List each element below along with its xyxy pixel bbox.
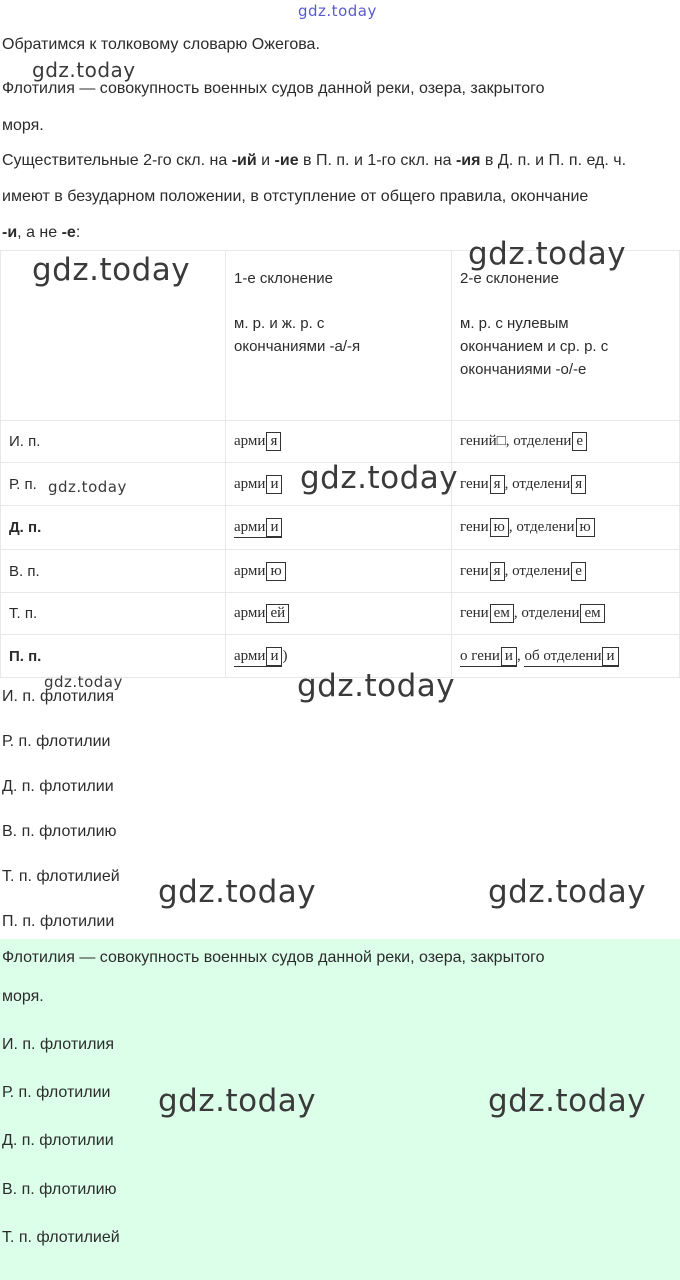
rule-line-2: имеют в безударном положении, в отступление от общего правила, окончание — [2, 188, 589, 205]
case-label: Т. п. — [1, 593, 226, 635]
header-title: 1-е склонение — [234, 270, 333, 287]
second-declension-forms: гени я , отделени я — [452, 463, 680, 506]
list-item: В. п. флотилию — [2, 823, 117, 840]
watermark: gdz.today — [32, 252, 191, 288]
ending-box: ем — [580, 604, 604, 623]
header-description: м. р. и ж. р. с окончаниями -а/-я — [234, 315, 361, 355]
table-row — [1, 421, 680, 463]
ending-box: я — [571, 475, 586, 494]
ending-box: я — [266, 432, 281, 451]
table-row — [1, 550, 680, 593]
answer-list-item: Р. п. флотилии — [2, 1084, 111, 1101]
ending-box: ю — [266, 562, 285, 581]
watermark: gdz.today — [468, 236, 627, 272]
ending-box: ем — [490, 604, 514, 623]
intro-line: Обратимся к толковому словарю Ожегова. — [2, 36, 320, 53]
case-label: Р. п. — [1, 463, 226, 506]
list-item: И. п. флотилия — [2, 688, 115, 705]
list-item: Т. п. флотилией — [2, 868, 120, 885]
ending-box: е — [572, 432, 587, 451]
watermark: gdz.today — [297, 668, 456, 704]
watermark: gdz.today — [488, 874, 647, 910]
ending-box: я — [490, 475, 505, 494]
ending-box: и — [266, 475, 282, 494]
watermark: gdz.today — [488, 1083, 647, 1119]
first-declension-form: арми я — [226, 421, 452, 463]
list-item: П. п. флотилии — [2, 913, 115, 930]
rule-line-1: Существительные 2-го скл. на -ий и -ие в П. п. и 1-го скл. на -ия в Д. п. и П. п. ед. ч. — [2, 152, 627, 169]
second-declension-forms: гени ю , отделени ю — [452, 506, 680, 550]
header-first-declension — [226, 251, 452, 421]
ending-box: ей — [266, 604, 289, 623]
header-description: м. р. с нулевым окончанием и ср. р. с окончаниями -о/-е — [460, 315, 609, 378]
answer-definition-line-1: Флотилия — совокупность военных судов данной реки, озера, закрытого — [2, 949, 545, 966]
ending-box: и — [266, 518, 282, 537]
ending-box: ю — [490, 518, 509, 537]
watermark: gdz.today — [44, 673, 123, 691]
second-declension-forms: гени ем , отделени ем — [452, 593, 680, 635]
watermark: gdz.today — [32, 58, 136, 82]
second-declension-forms: о гени и , об отделени и — [452, 635, 680, 678]
ending-box: и — [266, 647, 282, 666]
ending-box: ю — [576, 518, 595, 537]
first-declension-form: арми ей — [226, 593, 452, 635]
table-row — [1, 506, 680, 550]
case-label: И. п. — [1, 421, 226, 463]
answer-list-item: Д. п. флотилии — [2, 1132, 114, 1149]
case-label: П. п. — [1, 635, 226, 678]
answer-list-item: И. п. флотилия — [2, 1036, 115, 1053]
first-declension-form: арми и ) — [226, 635, 452, 678]
ending-box: е — [571, 562, 586, 581]
ending-box: я — [490, 562, 505, 581]
answer-definition-line-2: моря. — [2, 988, 44, 1005]
ending-box: и — [501, 647, 517, 666]
watermark: gdz.today — [158, 874, 317, 910]
second-declension-forms: гений□, отделени е — [452, 421, 680, 463]
watermark: gdz.today — [158, 1083, 317, 1119]
watermark-top: gdz.today — [298, 2, 377, 20]
first-declension-form: арми и — [226, 506, 452, 550]
list-item: Р. п. флотилии — [2, 733, 111, 750]
case-label: В. п. — [1, 550, 226, 593]
header-title: 2-е склонение — [460, 270, 559, 287]
first-declension-form: арми ю — [226, 550, 452, 593]
second-declension-forms: гени я , отделени е — [452, 550, 680, 593]
answer-list-item: В. п. флотилию — [2, 1181, 117, 1198]
case-label: Д. п. — [1, 506, 226, 550]
definition-line-2: моря. — [2, 117, 44, 134]
header-second-declension — [452, 251, 680, 421]
watermark: gdz.today — [48, 478, 127, 496]
rule-line-3: -и, а не -е: — [2, 224, 81, 241]
answer-list-item: Т. п. флотилией — [2, 1229, 120, 1246]
list-item: Д. п. флотилии — [2, 778, 114, 795]
table-row — [1, 593, 680, 635]
ending-box: и — [602, 647, 618, 666]
first-declension-form: арми и — [226, 463, 452, 506]
watermark: gdz.today — [300, 460, 459, 496]
definition-line-1: Флотилия — совокупность военных судов данной реки, озера, закрытого — [2, 80, 545, 97]
